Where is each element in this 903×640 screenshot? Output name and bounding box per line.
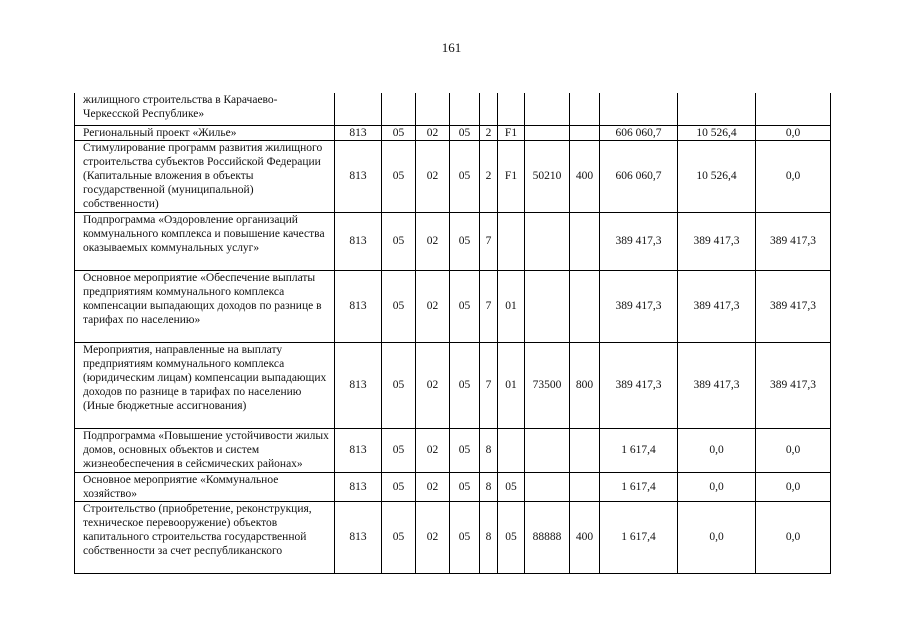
program-code: 05 (450, 125, 480, 140)
section-code: 05 (382, 125, 416, 140)
amount-year-2 (678, 93, 756, 125)
table-row (75, 428, 831, 472)
amount-year-3 (756, 93, 831, 125)
ministry-code: 813 (335, 125, 382, 140)
item-name: Стимулирование программ развития жилищного строительства субъектов Российской Федерации (Капитальные вложения в объекты государственной (муниципальной) собственности) (75, 140, 335, 212)
expense-type-code (570, 270, 600, 342)
item-name: Основное мероприятие «Обеспечение выплаты предприятиям коммунального комплекса компенсации выпадающих доходов по разнице в тарифах по населению» (75, 270, 335, 342)
amount-year-1: 1 617,4 (600, 501, 678, 573)
program-code: 05 (450, 140, 480, 212)
amount-year-1: 1 617,4 (600, 428, 678, 472)
program-code (450, 93, 480, 125)
event-code: 01 (498, 270, 525, 342)
section-code: 05 (382, 342, 416, 428)
table-row (75, 472, 831, 501)
amount-year-1 (600, 93, 678, 125)
amount-year-3: 389 417,3 (756, 342, 831, 428)
subsection-code: 02 (416, 270, 450, 342)
section-code: 05 (382, 270, 416, 342)
subsection-code: 02 (416, 125, 450, 140)
subsection-code: 02 (416, 501, 450, 573)
section-code: 05 (382, 428, 416, 472)
amount-year-2: 389 417,3 (678, 270, 756, 342)
event-code: 01 (498, 342, 525, 428)
amount-year-1: 1 617,4 (600, 472, 678, 501)
amount-year-2: 0,0 (678, 501, 756, 573)
amount-year-2: 10 526,4 (678, 140, 756, 212)
table-row (75, 93, 831, 125)
direction-code: 73500 (525, 342, 570, 428)
amount-year-3: 0,0 (756, 428, 831, 472)
amount-year-1: 389 417,3 (600, 270, 678, 342)
table-row (75, 212, 831, 270)
table-row (75, 270, 831, 342)
subsection-code: 02 (416, 140, 450, 212)
budget-table (74, 93, 831, 574)
amount-year-1: 606 060,7 (600, 125, 678, 140)
amount-year-3: 0,0 (756, 472, 831, 501)
program-code: 05 (450, 342, 480, 428)
amount-year-2: 0,0 (678, 428, 756, 472)
expense-type-code: 400 (570, 140, 600, 212)
expense-type-code (570, 428, 600, 472)
subprogram-code: 7 (480, 212, 498, 270)
subprogram-code: 7 (480, 270, 498, 342)
table-row (75, 342, 831, 428)
subprogram-code: 8 (480, 472, 498, 501)
ministry-code (335, 93, 382, 125)
ministry-code: 813 (335, 212, 382, 270)
section-code: 05 (382, 501, 416, 573)
amount-year-3: 0,0 (756, 140, 831, 212)
expense-type-code: 800 (570, 342, 600, 428)
subsection-code: 02 (416, 472, 450, 501)
direction-code (525, 212, 570, 270)
program-code: 05 (450, 472, 480, 501)
subsection-code (416, 93, 450, 125)
program-code: 05 (450, 270, 480, 342)
event-code: 05 (498, 501, 525, 573)
ministry-code: 813 (335, 501, 382, 573)
expense-type-code (570, 212, 600, 270)
subprogram-code: 8 (480, 428, 498, 472)
table-row (75, 125, 831, 140)
ministry-code: 813 (335, 270, 382, 342)
subprogram-code: 2 (480, 140, 498, 212)
amount-year-3: 0,0 (756, 501, 831, 573)
expense-type-code: 400 (570, 501, 600, 573)
program-code: 05 (450, 501, 480, 573)
page-number: 161 (441, 40, 462, 55)
item-name: жилищного строительства в Карачаево-Черкесской Республике» (75, 93, 335, 125)
item-name: Мероприятия, направленные на выплату предприятиям коммунального комплекса (юридическим лицам) компенсации выпадающих доходов по разнице в тарифах по населению (Иные бюджетные ассигнования) (75, 342, 335, 428)
event-code (498, 428, 525, 472)
subprogram-code: 2 (480, 125, 498, 140)
expense-type-code (570, 93, 600, 125)
expense-type-code (570, 472, 600, 501)
amount-year-2: 10 526,4 (678, 125, 756, 140)
subprogram-code: 7 (480, 342, 498, 428)
program-code: 05 (450, 212, 480, 270)
amount-year-2: 389 417,3 (678, 342, 756, 428)
event-code (498, 93, 525, 125)
subsection-code: 02 (416, 212, 450, 270)
amount-year-3: 389 417,3 (756, 212, 831, 270)
section-code: 05 (382, 472, 416, 501)
ministry-code: 813 (335, 140, 382, 212)
subsection-code: 02 (416, 342, 450, 428)
ministry-code: 813 (335, 342, 382, 428)
amount-year-3: 0,0 (756, 125, 831, 140)
program-code: 05 (450, 428, 480, 472)
item-name: Строительство (приобретение, реконструкция, техническое перевооружение) объектов капитального строительства государственной собственности за счет республиканского (75, 501, 335, 573)
direction-code: 50210 (525, 140, 570, 212)
item-name: Подпрограмма «Оздоровление организаций коммунального комплекса и повышение качества оказываемых коммунальных услуг» (75, 212, 335, 270)
section-code: 05 (382, 140, 416, 212)
event-code: 05 (498, 472, 525, 501)
amount-year-1: 389 417,3 (600, 212, 678, 270)
section-code (382, 93, 416, 125)
direction-code: 88888 (525, 501, 570, 573)
direction-code (525, 270, 570, 342)
ministry-code: 813 (335, 472, 382, 501)
direction-code (525, 428, 570, 472)
event-code (498, 212, 525, 270)
table-row (75, 501, 831, 573)
section-code: 05 (382, 212, 416, 270)
direction-code (525, 472, 570, 501)
item-name: Региональный проект «Жилье» (75, 125, 335, 140)
item-name: Подпрограмма «Повышение устойчивости жилых домов, основных объектов и систем жизнеобеспечения в сейсмических районах» (75, 428, 335, 472)
item-name: Основное мероприятие «Коммунальное хозяйство» (75, 472, 335, 501)
amount-year-1: 606 060,7 (600, 140, 678, 212)
direction-code (525, 93, 570, 125)
event-code: F1 (498, 125, 525, 140)
subsection-code: 02 (416, 428, 450, 472)
amount-year-1: 389 417,3 (600, 342, 678, 428)
amount-year-2: 389 417,3 (678, 212, 756, 270)
amount-year-3: 389 417,3 (756, 270, 831, 342)
direction-code (525, 125, 570, 140)
amount-year-2: 0,0 (678, 472, 756, 501)
ministry-code: 813 (335, 428, 382, 472)
event-code: F1 (498, 140, 525, 212)
table-row (75, 140, 831, 212)
subprogram-code (480, 93, 498, 125)
expense-type-code (570, 125, 600, 140)
subprogram-code: 8 (480, 501, 498, 573)
